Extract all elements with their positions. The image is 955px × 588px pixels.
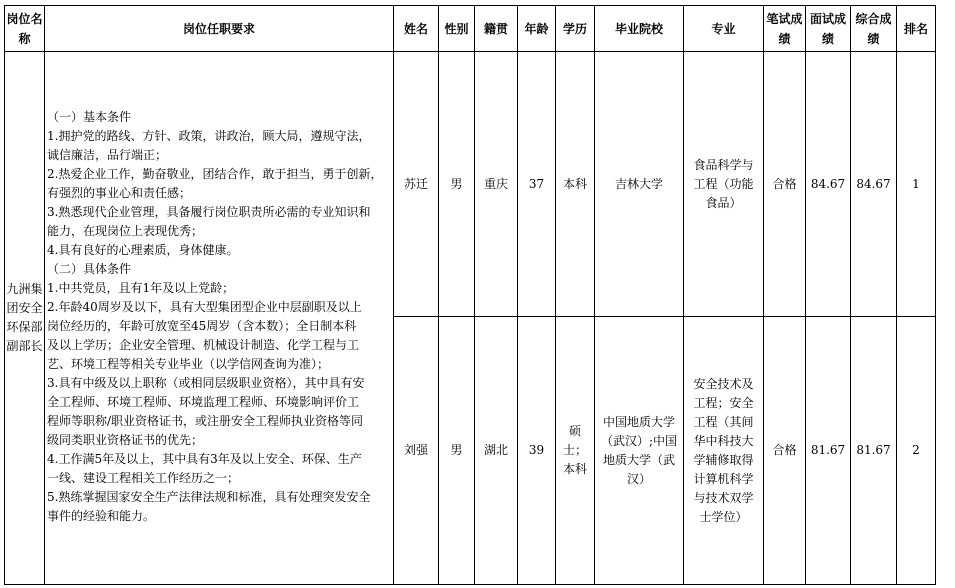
candidate-native-place: 重庆	[475, 52, 518, 317]
candidate-school: 吉林大学	[595, 52, 684, 317]
candidate-interview-score: 81.67	[806, 317, 851, 585]
requirement-line: 5.熟练掌握国家安全生产法律法规和标准，具有处理突发安全	[47, 490, 371, 504]
candidate-rank: 2	[897, 317, 936, 585]
table-row	[5, 52, 936, 317]
candidate-written-score: 合格	[764, 317, 806, 585]
requirements-cell	[45, 52, 394, 585]
requirement-line: 程师等职称/职业资格证书，或注册安全工程师执业资格等同	[47, 414, 364, 428]
requirement-line: （二）具体条件	[47, 262, 132, 276]
requirement-line: 艺、环境工程等相关专业毕业（以学信网查询为准）；	[47, 357, 330, 371]
header-written-score: 笔试成绩	[764, 6, 806, 52]
header-age: 年龄	[518, 6, 556, 52]
requirement-line: 诚信廉洁，品行端正；	[47, 148, 168, 162]
candidate-school: 中国地质大学（武汉）;中国地质大学（武汉）	[595, 317, 684, 585]
requirement-line: 级同类职业资格证书的优先；	[47, 433, 204, 447]
header-position: 岗位名称	[5, 6, 45, 52]
requirement-line: 事件的经验和能力。	[47, 509, 156, 523]
header-education: 学历	[556, 6, 595, 52]
requirement-line: 4.具有良好的心理素质，身体健康。	[47, 243, 239, 257]
requirement-line: 1.拥护党的路线、方针、政策，讲政治，顾大局，遵规守法，	[47, 129, 371, 143]
requirement-line: 能力，在现岗位上表现优秀；	[47, 224, 204, 238]
requirement-line: 全工程师、环境工程师、环境监理工程师、环境影响评价工	[47, 395, 360, 409]
candidate-total-score: 81.67	[851, 317, 897, 585]
candidate-education: 本科	[556, 52, 595, 317]
candidate-total-score: 84.67	[851, 52, 897, 317]
requirement-line: 2.年龄40周岁及以下，具有大型集团型企业中层副职及以上	[47, 300, 362, 314]
header-rank: 排名	[897, 6, 936, 52]
candidate-written-score: 合格	[764, 52, 806, 317]
requirement-line: （一）基本条件	[47, 110, 132, 124]
requirement-line: 1.中共党员，且有1年及以上党龄；	[47, 281, 235, 295]
requirement-line: 有强烈的事业心和责任感；	[47, 186, 192, 200]
header-major: 专业	[684, 6, 764, 52]
header-row	[5, 6, 936, 52]
header-school: 毕业院校	[595, 6, 684, 52]
candidate-major: 食品科学与工程（功能食品）	[684, 52, 764, 317]
header-requirements: 岗位任职要求	[45, 6, 394, 52]
candidate-interview-score: 84.67	[806, 52, 851, 317]
requirement-line: 4.工作满5年及以上，其中具有3年及以上安全、环保、生产	[47, 452, 362, 466]
header-total-score: 综合成绩	[851, 6, 897, 52]
requirements-text	[47, 52, 389, 526]
candidate-name: 苏迁	[394, 52, 439, 317]
candidate-rank: 1	[897, 52, 936, 317]
requirement-line: 3.熟悉现代企业管理，具备履行岗位职责所必需的专业知识和	[47, 205, 371, 219]
candidate-name: 刘强	[394, 317, 439, 585]
candidate-age: 39	[518, 317, 556, 585]
header-name: 姓名	[394, 6, 439, 52]
requirement-line: 2.热爱企业工作，勤奋敬业，团结合作，敢于担当，勇于创新，	[47, 167, 383, 181]
requirement-line: 3.具有中级及以上职称（或相同层级职业资格），其中具有安	[47, 376, 365, 390]
candidate-native-place: 湖北	[475, 317, 518, 585]
candidate-gender: 男	[439, 317, 475, 585]
position-name: 九洲集团安全环保部副部长	[5, 52, 45, 585]
requirement-line: 及以上学历；企业安全管理、机械设计制造、化学工程与工	[47, 338, 360, 352]
requirement-line: 一线、建设工程相关工作经历之一；	[47, 471, 240, 485]
candidate-table	[4, 5, 936, 585]
candidate-major: 安全技术及工程；安全工程（其间华中科技大学辅修取得计算机科学与技术双学士学位）	[684, 317, 764, 585]
candidate-gender: 男	[439, 52, 475, 317]
header-interview-score: 面试成绩	[806, 6, 851, 52]
header-native-place: 籍贯	[475, 6, 518, 52]
candidate-education: 硕士；本科	[556, 317, 595, 585]
requirement-line: 岗位经历的，年龄可放宽至45周岁（含本数）；全日制本科	[47, 319, 357, 333]
header-gender: 性别	[439, 6, 475, 52]
candidate-age: 37	[518, 52, 556, 317]
